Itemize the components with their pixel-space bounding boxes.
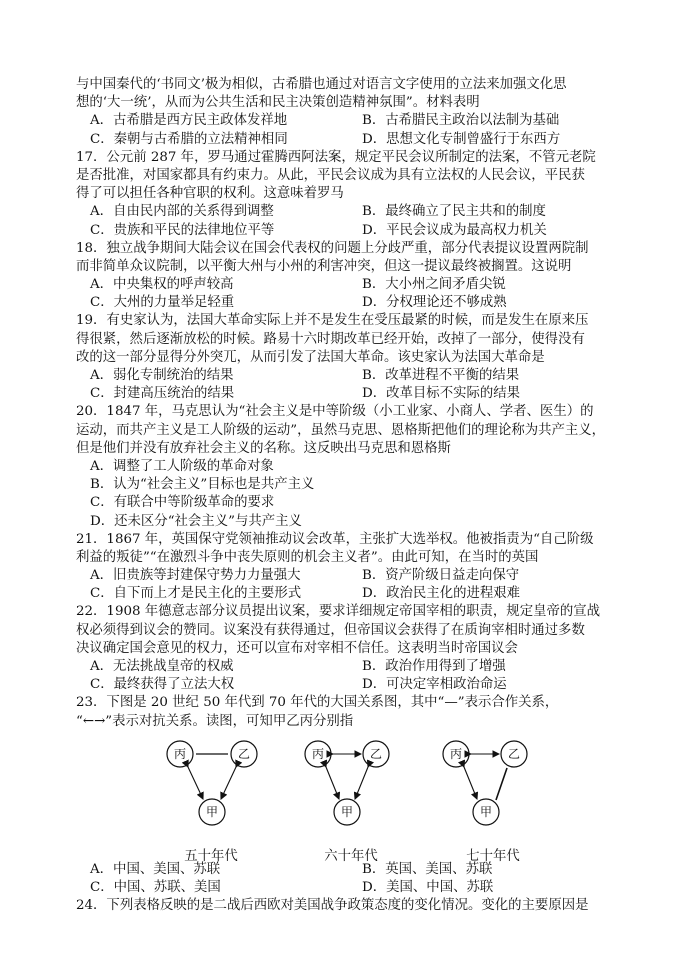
- q20-option-c[interactable]: C．有联合中等阶级革命的要求: [90, 495, 275, 511]
- q16-stem-line-1: 与中国秦代的‘书同文’极为相似，古希腊也通过对语言文字使用的立法来加强文化思: [76, 77, 567, 92]
- q22-option-b[interactable]: B．政治作用得到了增强: [362, 659, 506, 674]
- link-yi-jia-confront: [355, 767, 368, 799]
- q17-stem-line-2: 是否批准，对国家都具有约束力。从此，平民会议成为具有立法权的人民会议，平民获: [76, 167, 585, 183]
- q22-options-row-1: [76, 658, 618, 676]
- q21-option-d[interactable]: D．政治民主化的进程艰难: [362, 586, 521, 602]
- q18-option-b[interactable]: B．大小州之间矛盾尖锐: [362, 277, 506, 293]
- q22-stem-line-1: 22．1908 年德意志部分议员提出议案，要求详细规定帝国宰相的职责，规定皇帝的宣战: [76, 604, 601, 620]
- q20-option-a[interactable]: A．调整了工人阶级的革命对象: [90, 458, 274, 474]
- q21-stem-line-2: 利益的叛徒”“在激烈斗争中丧失原则的机会主义者”。由此可知，在当时的英国: [76, 549, 539, 565]
- node-bing-label: 丙: [311, 746, 324, 761]
- node-yi-label: 乙: [507, 746, 520, 761]
- link-yi-jia-cooperation: [496, 768, 507, 800]
- q19-options-row-1: [76, 367, 618, 385]
- q19-option-d[interactable]: D．改革目标不实际的结果: [362, 386, 521, 402]
- q16-options-row-1: [76, 112, 618, 130]
- diagram-sixties: [294, 737, 424, 864]
- q20-options-row-2: [76, 476, 618, 494]
- q21-stem-line-1: 21．1867 年，英国保守党领袖推动议会改革，主张扩大选举权。他被指责为“自己阶级: [76, 531, 594, 547]
- q16-option-b[interactable]: B．古希腊民主政治以法制为基础: [362, 113, 560, 129]
- q17-option-d[interactable]: D．平民会议成为最高权力机关: [362, 222, 547, 238]
- q21-options-row-2: [76, 585, 618, 603]
- link-bing-jia-confront: [464, 767, 477, 799]
- diagram-fifties-label: 五十年代: [184, 848, 238, 864]
- q18-option-c[interactable]: C．大州的力量举足轻重: [90, 295, 235, 311]
- q16-option-d[interactable]: D．思想文化专制曾盛行于东西方: [362, 131, 561, 147]
- q23-options-row-1: [76, 861, 618, 879]
- node-yi-label: 乙: [369, 746, 382, 761]
- node-bing-label: 丙: [449, 746, 462, 761]
- q17-option-c[interactable]: C．贵族和平民的法律地位平等: [90, 222, 275, 238]
- q18-option-a[interactable]: A．中央集权的呼声较高: [90, 277, 234, 293]
- q18-stem-line-2: 而非简单众议院制，以平衡大州与小州的利害冲突，但这一提议最终被搁置。这说明: [76, 258, 572, 274]
- q22-stem-line-3: 决议确定国会意见的权力，还可以宣布对宰相不信任。这表明当时帝国议会: [76, 640, 518, 656]
- q22-option-c[interactable]: C．最终获得了立法大权: [90, 677, 235, 693]
- diagram-fifties: [156, 737, 286, 864]
- q24-stem-line-1: 24．下列表格反映的是二战后西欧对美国战争政策态度的变化情况。变化的主要原因是: [76, 898, 589, 914]
- q18-options-row-1: [76, 276, 618, 294]
- q23-stem-line-2: “←→”表示对抗关系。读图，可知甲乙丙分别指: [76, 713, 354, 729]
- q16-option-c[interactable]: C．秦朝与古希腊的立法精神相同: [90, 131, 288, 147]
- link-bing-jia-confront: [326, 767, 339, 799]
- q16-stem-line-2: 想的‘大一统’，从而为公共生活和民主决策创造精神氛围”。材料表明: [76, 95, 480, 111]
- q20-stem-line-2: 运动，而共产主义是工人阶级的运动”，虽然马克思、恩格斯把他们的理论称为共产主义，: [76, 422, 606, 438]
- q20-stem-line-1: 20．1847 年，马克思认为“社会主义是中等阶级（小工业家、小商人、学者、医生）的: [76, 404, 594, 420]
- q23-option-b[interactable]: B．英国、美国、苏联: [362, 861, 493, 877]
- q23-stem-line-1: 23．下图是 20 世纪 50 年代到 70 年代的大国关系图，其中“—”表示合作关系，: [76, 695, 559, 711]
- diagram-sixties-label: 六十年代: [324, 848, 378, 864]
- q20-option-b[interactable]: B．认为“社会主义”目标也是共产主义: [90, 477, 315, 493]
- q19-option-b[interactable]: B．改革进程不平衡的结果: [362, 368, 520, 383]
- link-yi-jia-confront: [221, 767, 236, 799]
- q18-option-d[interactable]: D．分权理论还不够成熟: [362, 295, 507, 311]
- q17-stem-line-1: 17．公元前 287 年，罗马通过霍腾西阿法案，规定平民会议所制定的法案，不管元老院: [76, 149, 596, 165]
- q19-option-c[interactable]: C．封建高压统治的结果: [90, 386, 235, 402]
- relationship-diagrams: [76, 737, 618, 864]
- q19-options-row-2: [76, 385, 618, 403]
- q18-options-row-2: [76, 294, 618, 312]
- q23-options-row-2: [76, 879, 618, 897]
- q17-option-a[interactable]: A．自由民内部的关系得到调整: [90, 204, 274, 220]
- q16-option-a[interactable]: A．古希腊是西方民主政体发祥地: [90, 113, 288, 129]
- q17-option-b[interactable]: B．最终确立了民主共和的制度: [362, 204, 546, 220]
- q16-options-row-2: [76, 131, 618, 149]
- node-jia-label: 甲: [205, 804, 218, 819]
- q23-option-d[interactable]: D．美国、中国、苏联: [362, 879, 494, 895]
- q20-options-row-1: [76, 458, 618, 476]
- node-jia-label: 甲: [340, 804, 353, 819]
- q20-options-row-4: [76, 513, 618, 531]
- node-jia-label: 甲: [479, 804, 492, 819]
- link-bing-jia-confront: [188, 767, 203, 799]
- q21-option-b[interactable]: B．资产阶级日益走向保守: [362, 568, 520, 584]
- q19-option-a[interactable]: A．弱化专制统治的结果: [90, 368, 234, 383]
- q22-option-a[interactable]: A．无法挑战皇帝的权威: [90, 659, 234, 674]
- q21-options-row-1: [76, 567, 618, 585]
- q19-stem-line-3: 改的这一部分显得分外突兀，从而引发了法国大革命。该史家认为法国大革命是: [76, 349, 545, 365]
- q19-stem-line-2: 得很紧，然后逐渐放松的时候。路易十六时期改革已经开始，改掉了一部分，使得没有: [76, 331, 585, 347]
- q23-option-c[interactable]: C．中国、苏联、美国: [90, 879, 221, 895]
- q20-stem-line-3: 但是他们并没有放弃社会主义的名称。这反映出马克思和恩格斯: [76, 440, 451, 456]
- node-yi-label: 乙: [237, 746, 250, 761]
- diagram-seventies: [434, 737, 564, 864]
- q17-options-row-1: [76, 203, 618, 221]
- q22-options-row-2: [76, 676, 618, 694]
- q17-stem-line-3: 得了可以担任各种官职的权利。这意味着罗马: [76, 186, 344, 202]
- q22-option-d[interactable]: D．可决定宰相政治命运: [362, 677, 507, 693]
- q20-option-d[interactable]: D．还未区分“社会主义”与共产主义: [90, 513, 302, 529]
- node-bing-label: 丙: [173, 746, 186, 761]
- q22-stem-line-2: 权必须得到议会的赞同。议案没有获得通过，但帝国议会获得了在质询宰相时通过多数: [76, 622, 585, 638]
- q20-options-row-3: [76, 494, 618, 512]
- q21-option-a[interactable]: A．旧贵族等封建保守势力力量强大: [90, 568, 301, 584]
- q18-stem-line-1: 18．独立战争期间大陆会议在国会代表权的问题上分歧严重，部分代表提议设置两院制: [76, 240, 589, 256]
- q19-stem-line-1: 19．有史家认为，法国大革命实际上并不是发生在受压最紧的时候，而是发生在原来压: [76, 313, 589, 329]
- diagram-seventies-label: 七十年代: [466, 848, 520, 864]
- q21-option-c[interactable]: C．自下而上才是民主化的主要形式: [90, 586, 302, 602]
- q17-options-row-2: [76, 222, 618, 240]
- q23-option-a[interactable]: A．中国、美国、苏联: [90, 861, 221, 877]
